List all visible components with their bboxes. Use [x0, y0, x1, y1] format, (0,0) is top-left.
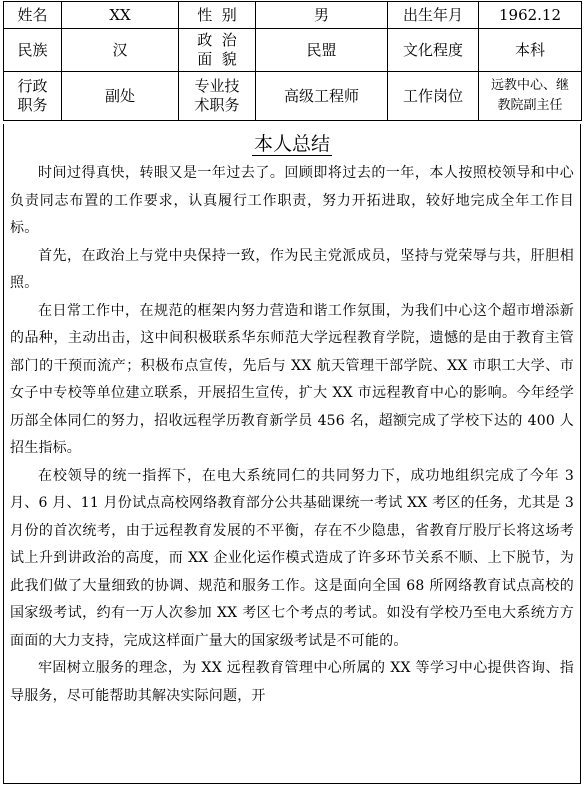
admin-label-line-2: 职务	[17, 96, 48, 114]
name-label: 姓名	[4, 2, 62, 29]
post-label: 工作岗位	[388, 72, 479, 121]
summary-paragraph-3: 在日常工作中，在规范的框架内努力营造和谐工作氛围，为我们中心这个超市增添新的品种，主动出击，这中间积极联系华东师范大学远程教育学院，遗憾的是由于教育主管部门的干预而流产；积极布点宣传，先后与 XX 航天管理干部学院、XX 市职工大学、市女子中专校等单位建立联系，开展招生宣传，扩大 XX 市远程教育中心的影响。今年经学历部全体同仁的努力，招收远程学历教育新学员 456 名，超额完成了学校下达的 400 人招生指标。	[10, 302, 574, 456]
education-value: 本科	[479, 29, 582, 72]
ethnicity-label: 民族	[4, 29, 62, 72]
summary-paragraph-2: 首先，在政治上与党中央保持一致，作为民主党派成员，坚持与党荣辱与共，肝胆相照。	[10, 247, 574, 291]
personal-info-table	[3, 1, 582, 121]
summary-title-text: 本人总结	[253, 133, 330, 155]
info-row-1	[4, 2, 582, 29]
birth-value: 1962.12	[479, 2, 582, 29]
political-value: 民盟	[256, 29, 388, 72]
tech-label-line-2: 术职务	[194, 96, 240, 114]
summary-section	[3, 124, 581, 784]
political-label-line-2: 面 貌	[197, 50, 237, 68]
tech-label-line-1: 专业技	[194, 77, 240, 95]
post-value-line-1: 远教中心、继	[490, 78, 569, 93]
name-value: XX	[62, 2, 179, 29]
info-row-2	[4, 29, 582, 72]
summary-paragraph-1: 时间过得真快，转眼又是一年过去了。回顾即将过去的一年，本人按照校领导和中心负责同志布置的工作要求，认真履行工作职责，努力开拓进取，较好地完成全年工作目标。	[10, 165, 574, 236]
ethnicity-value: 汉	[62, 29, 179, 72]
summary-title	[10, 130, 574, 158]
info-row-3	[4, 72, 582, 121]
birth-label: 出生年月	[388, 2, 479, 29]
admin-label-line-1: 行政	[17, 77, 48, 95]
education-label: 文化程度	[388, 29, 479, 72]
tech-label	[179, 72, 256, 121]
summary-paragraph-4: 在校领导的统一指挥下，在电大系统同仁的共同努力下，成功地组织完成了今年 3 月、6 月、11 月份试点高校网络教育部分公共基础课统一考试 XX 考区的任务，尤其是 3 月份的首次统考，由于远程教育发展的不平衡，存在不少隐患，省教育厅股厅长将这场考试上升到讲政治的高度，而 XX 企业化运作模式造成了许多环节关系不顺、上下脱节，为此我们做了大量细致的协调、规范和服务工作。这是面向全国 68 所网络教育试点高校的国家级考试，约有一万人次参加 XX 考区七个考点的考试。如没有学校乃至电大系统方方面面的大力支持，完成这样面广量大的国家级考试是不可能的。	[10, 467, 574, 649]
tech-value: 高级工程师	[256, 72, 388, 121]
summary-paragraph-5: 牢固树立服务的理念，为 XX 远程教育管理中心所属的 XX 等学习中心提供咨询、指导服务，尽可能帮助其解决实际问题，开	[10, 660, 574, 704]
gender-label: 性 别	[179, 2, 256, 29]
admin-label	[4, 72, 62, 121]
political-label-line-1: 政 治	[197, 31, 237, 49]
admin-value: 副处	[62, 72, 179, 121]
post-value	[479, 72, 582, 121]
gender-value: 男	[256, 2, 388, 29]
post-value-line-2: 教院副主任	[497, 98, 563, 113]
political-label	[179, 29, 256, 72]
